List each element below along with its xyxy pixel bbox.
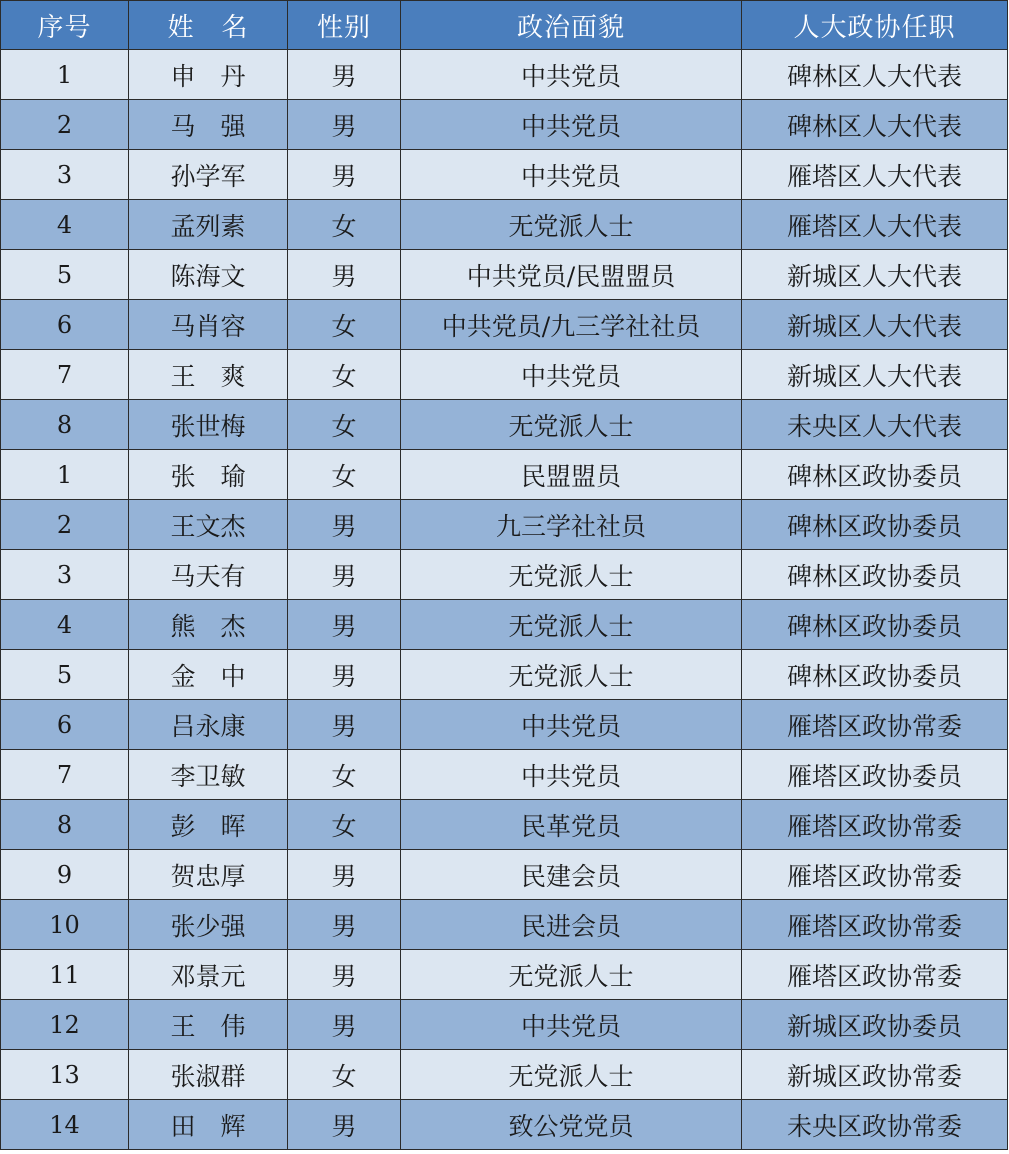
cell-position: 雁塔区政协委员 <box>742 750 1008 800</box>
cell-name: 孟列素 <box>129 200 288 250</box>
cell-gender: 女 <box>288 800 401 850</box>
table-row <box>1 250 1008 300</box>
cell-political-status: 无党派人士 <box>401 200 742 250</box>
cell-political-status: 无党派人士 <box>401 550 742 600</box>
cell-gender: 女 <box>288 1050 401 1100</box>
cell-gender: 男 <box>288 550 401 600</box>
cell-position: 未央区政协常委 <box>742 1100 1008 1150</box>
cell-gender: 男 <box>288 500 401 550</box>
table-row <box>1 450 1008 500</box>
cell-name: 彭 晖 <box>129 800 288 850</box>
table-row <box>1 850 1008 900</box>
cell-gender: 男 <box>288 250 401 300</box>
cell-index: 8 <box>1 400 129 450</box>
cell-gender: 男 <box>288 700 401 750</box>
cell-gender: 男 <box>288 950 401 1000</box>
cell-position: 雁塔区政协常委 <box>742 900 1008 950</box>
cell-name: 贺忠厚 <box>129 850 288 900</box>
table-row <box>1 800 1008 850</box>
cell-index: 5 <box>1 650 129 700</box>
table-body <box>1 50 1008 1150</box>
cell-position: 碑林区人大代表 <box>742 50 1008 100</box>
cell-political-status: 无党派人士 <box>401 600 742 650</box>
cell-position: 碑林区政协委员 <box>742 650 1008 700</box>
cell-name: 熊 杰 <box>129 600 288 650</box>
cell-political-status: 中共党员 <box>401 150 742 200</box>
cell-name: 王文杰 <box>129 500 288 550</box>
header-gender: 性别 <box>288 1 401 50</box>
cell-gender: 女 <box>288 750 401 800</box>
cell-index: 2 <box>1 100 129 150</box>
cell-index: 1 <box>1 50 129 100</box>
table-row <box>1 1050 1008 1100</box>
cell-name: 孙学军 <box>129 150 288 200</box>
cell-position: 新城区人大代表 <box>742 250 1008 300</box>
cell-position: 新城区政协委员 <box>742 1000 1008 1050</box>
cell-political-status: 中共党员 <box>401 350 742 400</box>
cell-name: 金 中 <box>129 650 288 700</box>
table-row <box>1 400 1008 450</box>
cell-political-status: 民盟盟员 <box>401 450 742 500</box>
cell-index: 3 <box>1 150 129 200</box>
cell-position: 新城区人大代表 <box>742 300 1008 350</box>
cell-position: 新城区人大代表 <box>742 350 1008 400</box>
cell-political-status: 无党派人士 <box>401 650 742 700</box>
cell-political-status: 民进会员 <box>401 900 742 950</box>
cell-index: 4 <box>1 600 129 650</box>
cell-gender: 女 <box>288 350 401 400</box>
cell-gender: 男 <box>288 100 401 150</box>
header-index: 序号 <box>1 1 129 50</box>
cell-gender: 男 <box>288 650 401 700</box>
table-row <box>1 200 1008 250</box>
cell-index: 6 <box>1 700 129 750</box>
cell-position: 雁塔区人大代表 <box>742 150 1008 200</box>
cell-name: 张少强 <box>129 900 288 950</box>
cell-gender: 女 <box>288 450 401 500</box>
table-row <box>1 100 1008 150</box>
cell-index: 13 <box>1 1050 129 1100</box>
cell-name: 马 强 <box>129 100 288 150</box>
cell-gender: 男 <box>288 900 401 950</box>
cell-index: 2 <box>1 500 129 550</box>
cell-political-status: 中共党员/九三学社社员 <box>401 300 742 350</box>
cell-gender: 女 <box>288 300 401 350</box>
cell-political-status: 中共党员 <box>401 50 742 100</box>
cell-political-status: 无党派人士 <box>401 950 742 1000</box>
cell-name: 邓景元 <box>129 950 288 1000</box>
table-row <box>1 500 1008 550</box>
cell-index: 7 <box>1 750 129 800</box>
header-political-status: 政治面貌 <box>401 1 742 50</box>
table-row <box>1 950 1008 1000</box>
table-row <box>1 600 1008 650</box>
table-row <box>1 900 1008 950</box>
cell-political-status: 中共党员 <box>401 700 742 750</box>
cell-index: 12 <box>1 1000 129 1050</box>
cell-gender: 男 <box>288 150 401 200</box>
cell-name: 王 爽 <box>129 350 288 400</box>
cell-name: 张淑群 <box>129 1050 288 1100</box>
table-row <box>1 550 1008 600</box>
cell-index: 5 <box>1 250 129 300</box>
cell-position: 雁塔区政协常委 <box>742 800 1008 850</box>
cell-gender: 男 <box>288 600 401 650</box>
cell-index: 14 <box>1 1100 129 1150</box>
cell-index: 8 <box>1 800 129 850</box>
cell-political-status: 中共党员 <box>401 750 742 800</box>
cell-gender: 女 <box>288 200 401 250</box>
cell-index: 3 <box>1 550 129 600</box>
cell-index: 6 <box>1 300 129 350</box>
table-row <box>1 350 1008 400</box>
cell-position: 碑林区政协委员 <box>742 500 1008 550</box>
cell-index: 9 <box>1 850 129 900</box>
cell-position: 新城区政协常委 <box>742 1050 1008 1100</box>
cell-name: 马天有 <box>129 550 288 600</box>
cell-name: 马肖容 <box>129 300 288 350</box>
header-name: 姓 名 <box>129 1 288 50</box>
table-row <box>1 700 1008 750</box>
cell-position: 碑林区政协委员 <box>742 600 1008 650</box>
cell-name: 申 丹 <box>129 50 288 100</box>
cell-position: 碑林区政协委员 <box>742 550 1008 600</box>
table-row <box>1 300 1008 350</box>
cell-position: 雁塔区政协常委 <box>742 850 1008 900</box>
cell-name: 李卫敏 <box>129 750 288 800</box>
cell-name: 王 伟 <box>129 1000 288 1050</box>
cell-name: 吕永康 <box>129 700 288 750</box>
header-position: 人大政协任职 <box>742 1 1008 50</box>
cell-political-status: 中共党员/民盟盟员 <box>401 250 742 300</box>
cell-position: 碑林区政协委员 <box>742 450 1008 500</box>
cell-political-status: 无党派人士 <box>401 1050 742 1100</box>
cell-position: 雁塔区政协常委 <box>742 950 1008 1000</box>
cell-political-status: 中共党员 <box>401 1000 742 1050</box>
table-row <box>1 1000 1008 1050</box>
cell-gender: 男 <box>288 1000 401 1050</box>
cell-position: 未央区人大代表 <box>742 400 1008 450</box>
cell-political-status: 无党派人士 <box>401 400 742 450</box>
cell-political-status: 中共党员 <box>401 100 742 150</box>
table-row <box>1 650 1008 700</box>
cell-index: 10 <box>1 900 129 950</box>
cell-index: 11 <box>1 950 129 1000</box>
cell-gender: 女 <box>288 400 401 450</box>
cell-gender: 男 <box>288 50 401 100</box>
cell-political-status: 致公党党员 <box>401 1100 742 1150</box>
cell-name: 张世梅 <box>129 400 288 450</box>
cell-index: 4 <box>1 200 129 250</box>
cell-political-status: 民建会员 <box>401 850 742 900</box>
cell-index: 1 <box>1 450 129 500</box>
table-row <box>1 150 1008 200</box>
cell-index: 7 <box>1 350 129 400</box>
cell-gender: 男 <box>288 1100 401 1150</box>
table-row <box>1 50 1008 100</box>
cell-name: 田 辉 <box>129 1100 288 1150</box>
cell-political-status: 民革党员 <box>401 800 742 850</box>
cell-position: 碑林区人大代表 <box>742 100 1008 150</box>
cell-name: 张 瑜 <box>129 450 288 500</box>
cell-name: 陈海文 <box>129 250 288 300</box>
table-header-row <box>1 1 1008 50</box>
cell-gender: 男 <box>288 850 401 900</box>
table-row <box>1 1100 1008 1150</box>
cell-political-status: 九三学社社员 <box>401 500 742 550</box>
cell-position: 雁塔区政协常委 <box>742 700 1008 750</box>
cell-position: 雁塔区人大代表 <box>742 200 1008 250</box>
table-row <box>1 750 1008 800</box>
